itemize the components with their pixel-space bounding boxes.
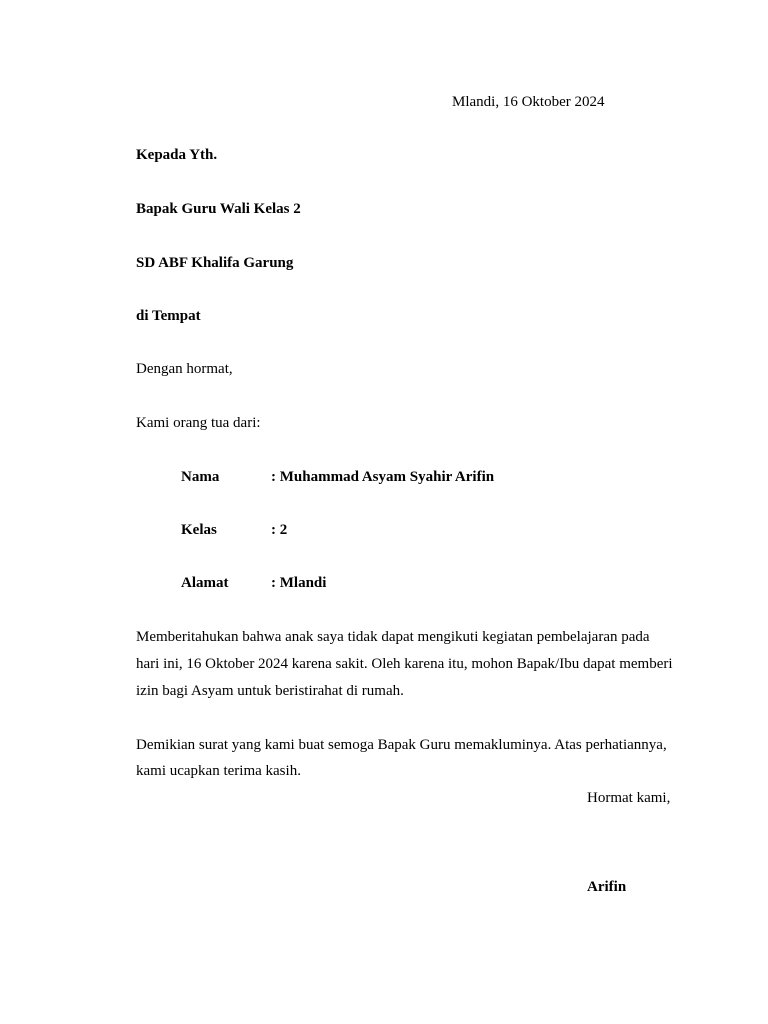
student-name-value: : Muhammad Asyam Syahir Arifin	[271, 469, 495, 485]
student-address-value: : Mlandi	[271, 575, 327, 591]
recipient-name: Bapak Guru Wali Kelas 2	[136, 201, 301, 217]
recipient-school: SD ABF Khalifa Garung	[136, 255, 294, 271]
intro-text: Kami orang tua dari:	[136, 415, 261, 431]
student-class-label: Kelas	[181, 522, 217, 538]
date-line: Mlandi, 16 Oktober 2024	[452, 94, 605, 110]
signer-name: Arifin	[587, 879, 627, 895]
recipient-salutation: Kepada Yth.	[136, 147, 218, 163]
closing-line-1: Demikian surat yang kami buat semoga Bapak Guru memakluminya. Atas perhatiannya,	[136, 737, 667, 753]
greeting: Dengan hormat,	[136, 361, 233, 377]
student-class-value: : 2	[271, 522, 288, 538]
sign-off: Hormat kami,	[587, 790, 671, 806]
closing-line-2: kami ucapkan terima kasih.	[136, 763, 301, 779]
body-line-3: izin bagi Asyam untuk beristirahat di rumah.	[136, 683, 404, 699]
body-line-2: hari ini, 16 Oktober 2024 karena sakit. Oleh karena itu, mohon Bapak/Ibu dapat memberi	[136, 656, 673, 672]
student-name-label: Nama	[181, 469, 220, 485]
recipient-place: di Tempat	[136, 308, 201, 324]
body-line-1: Memberitahukan bahwa anak saya tidak dapat mengikuti kegiatan pembelajaran pada	[136, 629, 650, 645]
student-address-label: Alamat	[181, 575, 229, 591]
